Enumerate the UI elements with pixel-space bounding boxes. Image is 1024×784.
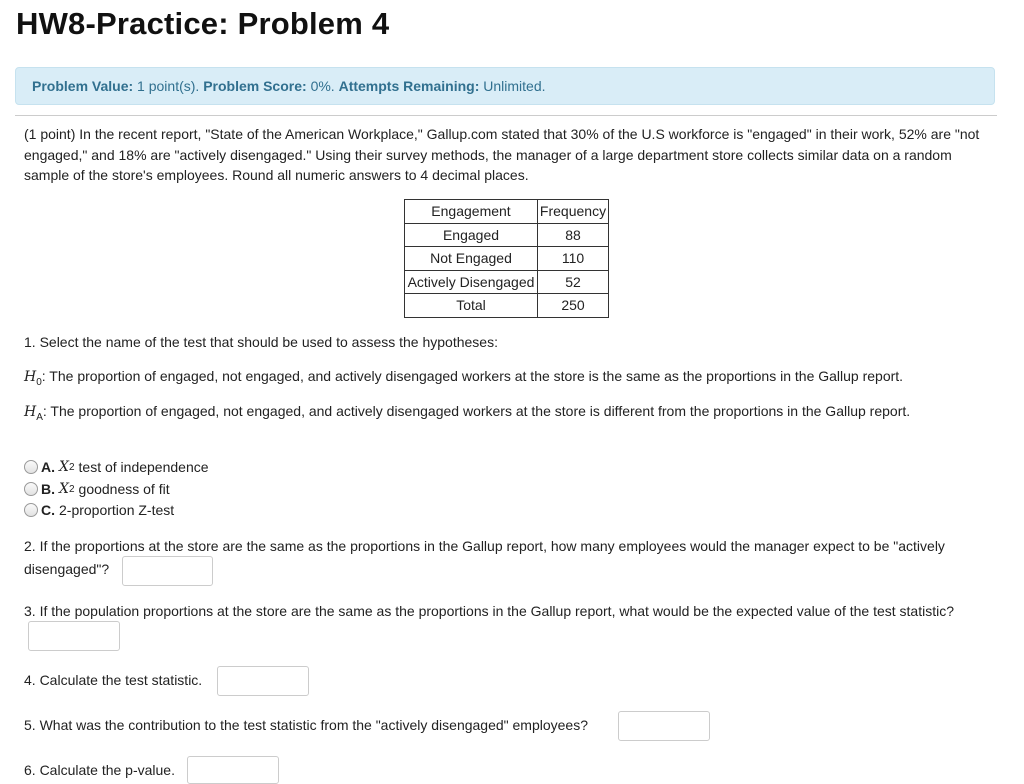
table-header: Engagement	[405, 200, 538, 224]
attempts-label: Attempts Remaining:	[338, 78, 480, 94]
problem-value-label: Problem Value:	[32, 78, 134, 94]
option-label: goodness of fit	[78, 481, 170, 497]
table-header: Frequency	[538, 200, 609, 224]
problem-intro: (1 point) In the recent report, "State of the American Workplace," Gallup.com stated that 30% of the U.S workforce is "engaged" in their work, 52% are "not engaged," and 18% are "actively disengaged." Using their survey methods, the manager of a large department store collects similar data on a random sample of the store's employees. Round all numeric answers to 4 decimal places.	[24, 126, 980, 183]
chi-superscript: 2	[68, 461, 75, 473]
question-2-text-line-1: 2. If the proportions at the store are the same as the proportions in the Gallup report, how many employees would the manager expect to be "actively	[24, 538, 945, 554]
table-cell: Total	[405, 294, 538, 318]
ha-text: : The proportion of engaged, not engaged, and actively disengaged workers at the store is different from the proportions in the Gallup report.	[42, 403, 911, 419]
table-cell: Actively Disengaged	[405, 270, 538, 294]
ha-subscript: A	[36, 411, 43, 423]
problem-value: 1 point(s).	[137, 78, 200, 94]
option-letter: C.	[41, 502, 55, 518]
option-a[interactable]	[24, 457, 209, 477]
question-4-answer-input[interactable]	[217, 666, 309, 696]
table-cell: 250	[538, 294, 609, 318]
question-5-answer-input[interactable]	[618, 711, 710, 741]
table-row	[405, 247, 609, 271]
question-4-text: 4. Calculate the test statistic.	[24, 672, 203, 688]
null-hypothesis	[24, 368, 903, 388]
table-cell: 88	[538, 223, 609, 247]
h0-subscript: 0	[36, 376, 42, 388]
table-row	[405, 270, 609, 294]
table-header-row	[405, 200, 609, 224]
table-row	[405, 294, 609, 318]
frequency-table	[404, 199, 609, 318]
question-3-text: 3. If the population proportions at the store are the same as the proportions in the Gallup report, what would be the expected value of the test statistic?	[24, 603, 955, 619]
question-2-answer-input[interactable]	[122, 556, 213, 586]
alternative-hypothesis	[24, 403, 910, 423]
ha-symbol: H	[24, 404, 37, 420]
option-letter: B.	[41, 481, 55, 497]
radio-button[interactable]	[24, 482, 38, 496]
page-title: HW8-Practice: Problem 4	[16, 6, 390, 41]
divider	[15, 115, 997, 116]
radio-button[interactable]	[24, 460, 38, 474]
question-6-answer-input[interactable]	[187, 756, 279, 784]
option-c[interactable]	[24, 500, 174, 520]
question-1-text: 1. Select the name of the test that should be used to assess the hypotheses:	[24, 334, 498, 350]
table-row	[405, 223, 609, 247]
option-label: test of independence	[78, 459, 209, 475]
question-2-text-line-2: disengaged"?	[24, 561, 110, 577]
h0-text: : The proportion of engaged, not engaged, and actively disengaged workers at the store is the same as the proportions in the Gallup report.	[41, 368, 904, 384]
chi-superscript: 2	[68, 483, 75, 495]
h0-symbol: H	[24, 369, 37, 385]
chi-symbol: X	[59, 481, 69, 497]
question-3-answer-input[interactable]	[28, 621, 120, 651]
table-cell: Not Engaged	[405, 247, 538, 271]
question-6-text: 6. Calculate the p-value.	[24, 762, 175, 778]
radio-button[interactable]	[24, 503, 38, 517]
table-cell: 110	[538, 247, 609, 271]
table-cell: Engaged	[405, 223, 538, 247]
table-cell: 52	[538, 270, 609, 294]
problem-score: 0%.	[310, 78, 335, 94]
attempts-remaining: Unlimited.	[483, 78, 546, 94]
problem-score-label: Problem Score:	[203, 78, 307, 94]
option-b[interactable]	[24, 479, 170, 499]
chi-symbol: X	[59, 459, 69, 475]
problem-info-bar	[15, 67, 995, 105]
option-letter: A.	[41, 459, 55, 475]
option-label: 2-proportion Z-test	[59, 502, 175, 518]
question-5-text: 5. What was the contribution to the test statistic from the "actively disengaged" employees?	[24, 717, 589, 733]
